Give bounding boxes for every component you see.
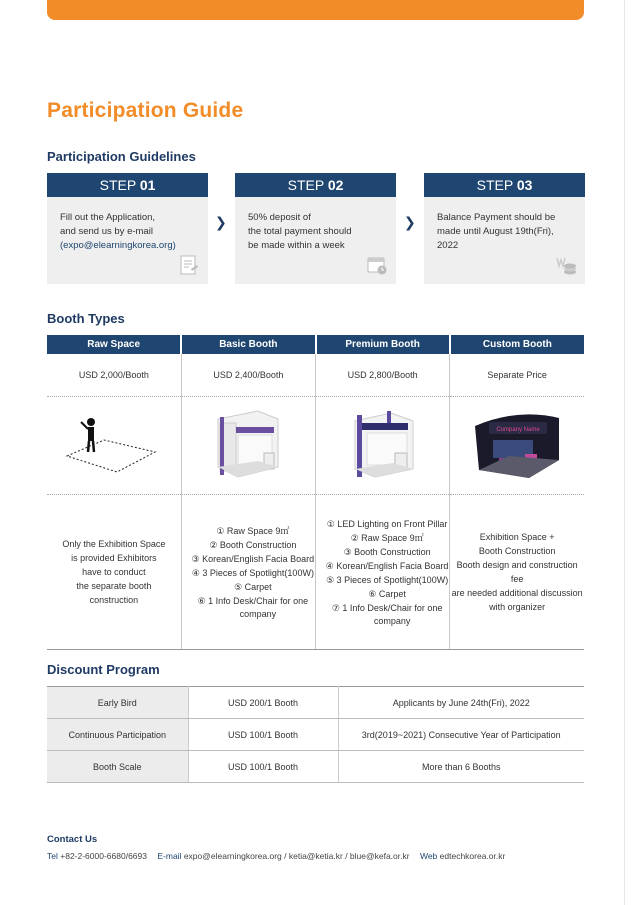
step-email-link[interactable]: (expo@elearningkorea.org) — [60, 240, 176, 251]
raw-space-illustration — [59, 406, 169, 486]
page-edge — [624, 0, 625, 905]
discount-condition: More than 6 Booths — [338, 751, 584, 783]
discount-heading: Discount Program — [47, 662, 160, 677]
basic-price: USD 2,400/Booth — [181, 354, 315, 397]
step-header-2: STEP 02 — [235, 173, 396, 197]
step-header-3: STEP 03 — [424, 173, 585, 197]
contact-line — [47, 851, 505, 861]
booth-price-row — [47, 354, 584, 397]
discount-price: USD 100/1 Booth — [188, 719, 338, 751]
col-custom-booth: Custom Booth — [450, 335, 584, 354]
step-body-1: Fill out the Application, and send us by e-mail (expo@elearningkorea.org) — [47, 197, 208, 284]
page-title: Participation Guide — [47, 99, 244, 122]
premium-price: USD 2,800/Booth — [316, 354, 450, 397]
custom-price: Separate Price — [450, 354, 584, 397]
step-card-1 — [47, 173, 208, 284]
chevron-right-icon: ❯ — [404, 214, 416, 230]
premium-booth-illustration — [343, 407, 423, 485]
discount-condition: Applicants by June 24th(Fri), 2022 — [338, 687, 584, 719]
document-icon — [178, 254, 200, 276]
custom-description: Exhibition Space + Booth Construction Booth design and construction fee are needed additional discussion with organizer — [450, 495, 584, 650]
step-card-3 — [424, 173, 585, 284]
booth-image-row — [47, 397, 584, 495]
step-header-1: STEP 01 — [47, 173, 208, 197]
tel-label: Tel — [47, 851, 58, 861]
coins-icon — [555, 254, 577, 276]
discount-label: Booth Scale — [47, 751, 188, 783]
chevron-right-icon: ❯ — [215, 214, 227, 230]
booth-types-table — [47, 335, 584, 650]
raw-price: USD 2,000/Booth — [47, 354, 181, 397]
table-row — [47, 719, 584, 751]
booth-description-row — [47, 495, 584, 650]
step-body-3: Balance Payment should be made until August 19th(Fri), 2022 — [424, 197, 585, 284]
guidelines-heading: Participation Guidelines — [47, 149, 196, 164]
col-premium-booth: Premium Booth — [316, 335, 450, 354]
step-card-2 — [235, 173, 396, 284]
discount-price: USD 200/1 Booth — [188, 687, 338, 719]
web-link[interactable]: edtechkorea.or.kr — [439, 851, 506, 861]
discount-condition: 3rd(2019~2021) Consecutive Year of Participation — [338, 719, 584, 751]
step-body-2: 50% deposit of the total payment should be made within a week — [235, 197, 396, 284]
table-row — [47, 687, 584, 719]
discount-label: Early Bird — [47, 687, 188, 719]
contact-heading: Contact Us — [47, 834, 98, 845]
custom-booth-sign: Company Name — [496, 426, 540, 433]
tel-value[interactable]: +82-2-6000-6680/6693 — [60, 851, 147, 861]
raw-description: Only the Exhibition Space is provided Exhibitors have to conduct the separate booth construction — [47, 495, 181, 650]
top-accent-bar — [47, 0, 584, 20]
email-label: E-mail — [157, 851, 182, 861]
basic-booth-illustration — [208, 407, 288, 485]
web-label: Web — [419, 851, 438, 861]
premium-description: ① LED Lighting on Front Pillar ② Raw Space 9㎡ ③ Booth Construction ④ Korean/English Facia Board ⑤ 3 Pieces of Spotlight(100W) ⑥ Carpet ⑦ 1 Info Desk/Chair for one company — [316, 495, 450, 650]
discount-label: Continuous Participation — [47, 719, 188, 751]
table-row — [47, 751, 584, 783]
col-basic-booth: Basic Booth — [181, 335, 315, 354]
custom-booth-illustration — [469, 408, 565, 484]
discount-price: USD 100/1 Booth — [188, 751, 338, 783]
discount-table — [47, 686, 584, 783]
booth-types-heading: Booth Types — [47, 311, 125, 326]
email-value[interactable]: expo@elearningkorea.org / ketia@ketia.kr / blue@kefa.or.kr — [183, 851, 410, 861]
calendar-icon — [366, 254, 388, 276]
basic-description: ① Raw Space 9㎡ ② Booth Construction ③ Korean/English Facia Board ④ 3 Pieces of Spotlight(100W) ⑤ Carpet ⑥ 1 Info Desk/Chair for one company — [181, 495, 315, 650]
col-raw-space: Raw Space — [47, 335, 181, 354]
